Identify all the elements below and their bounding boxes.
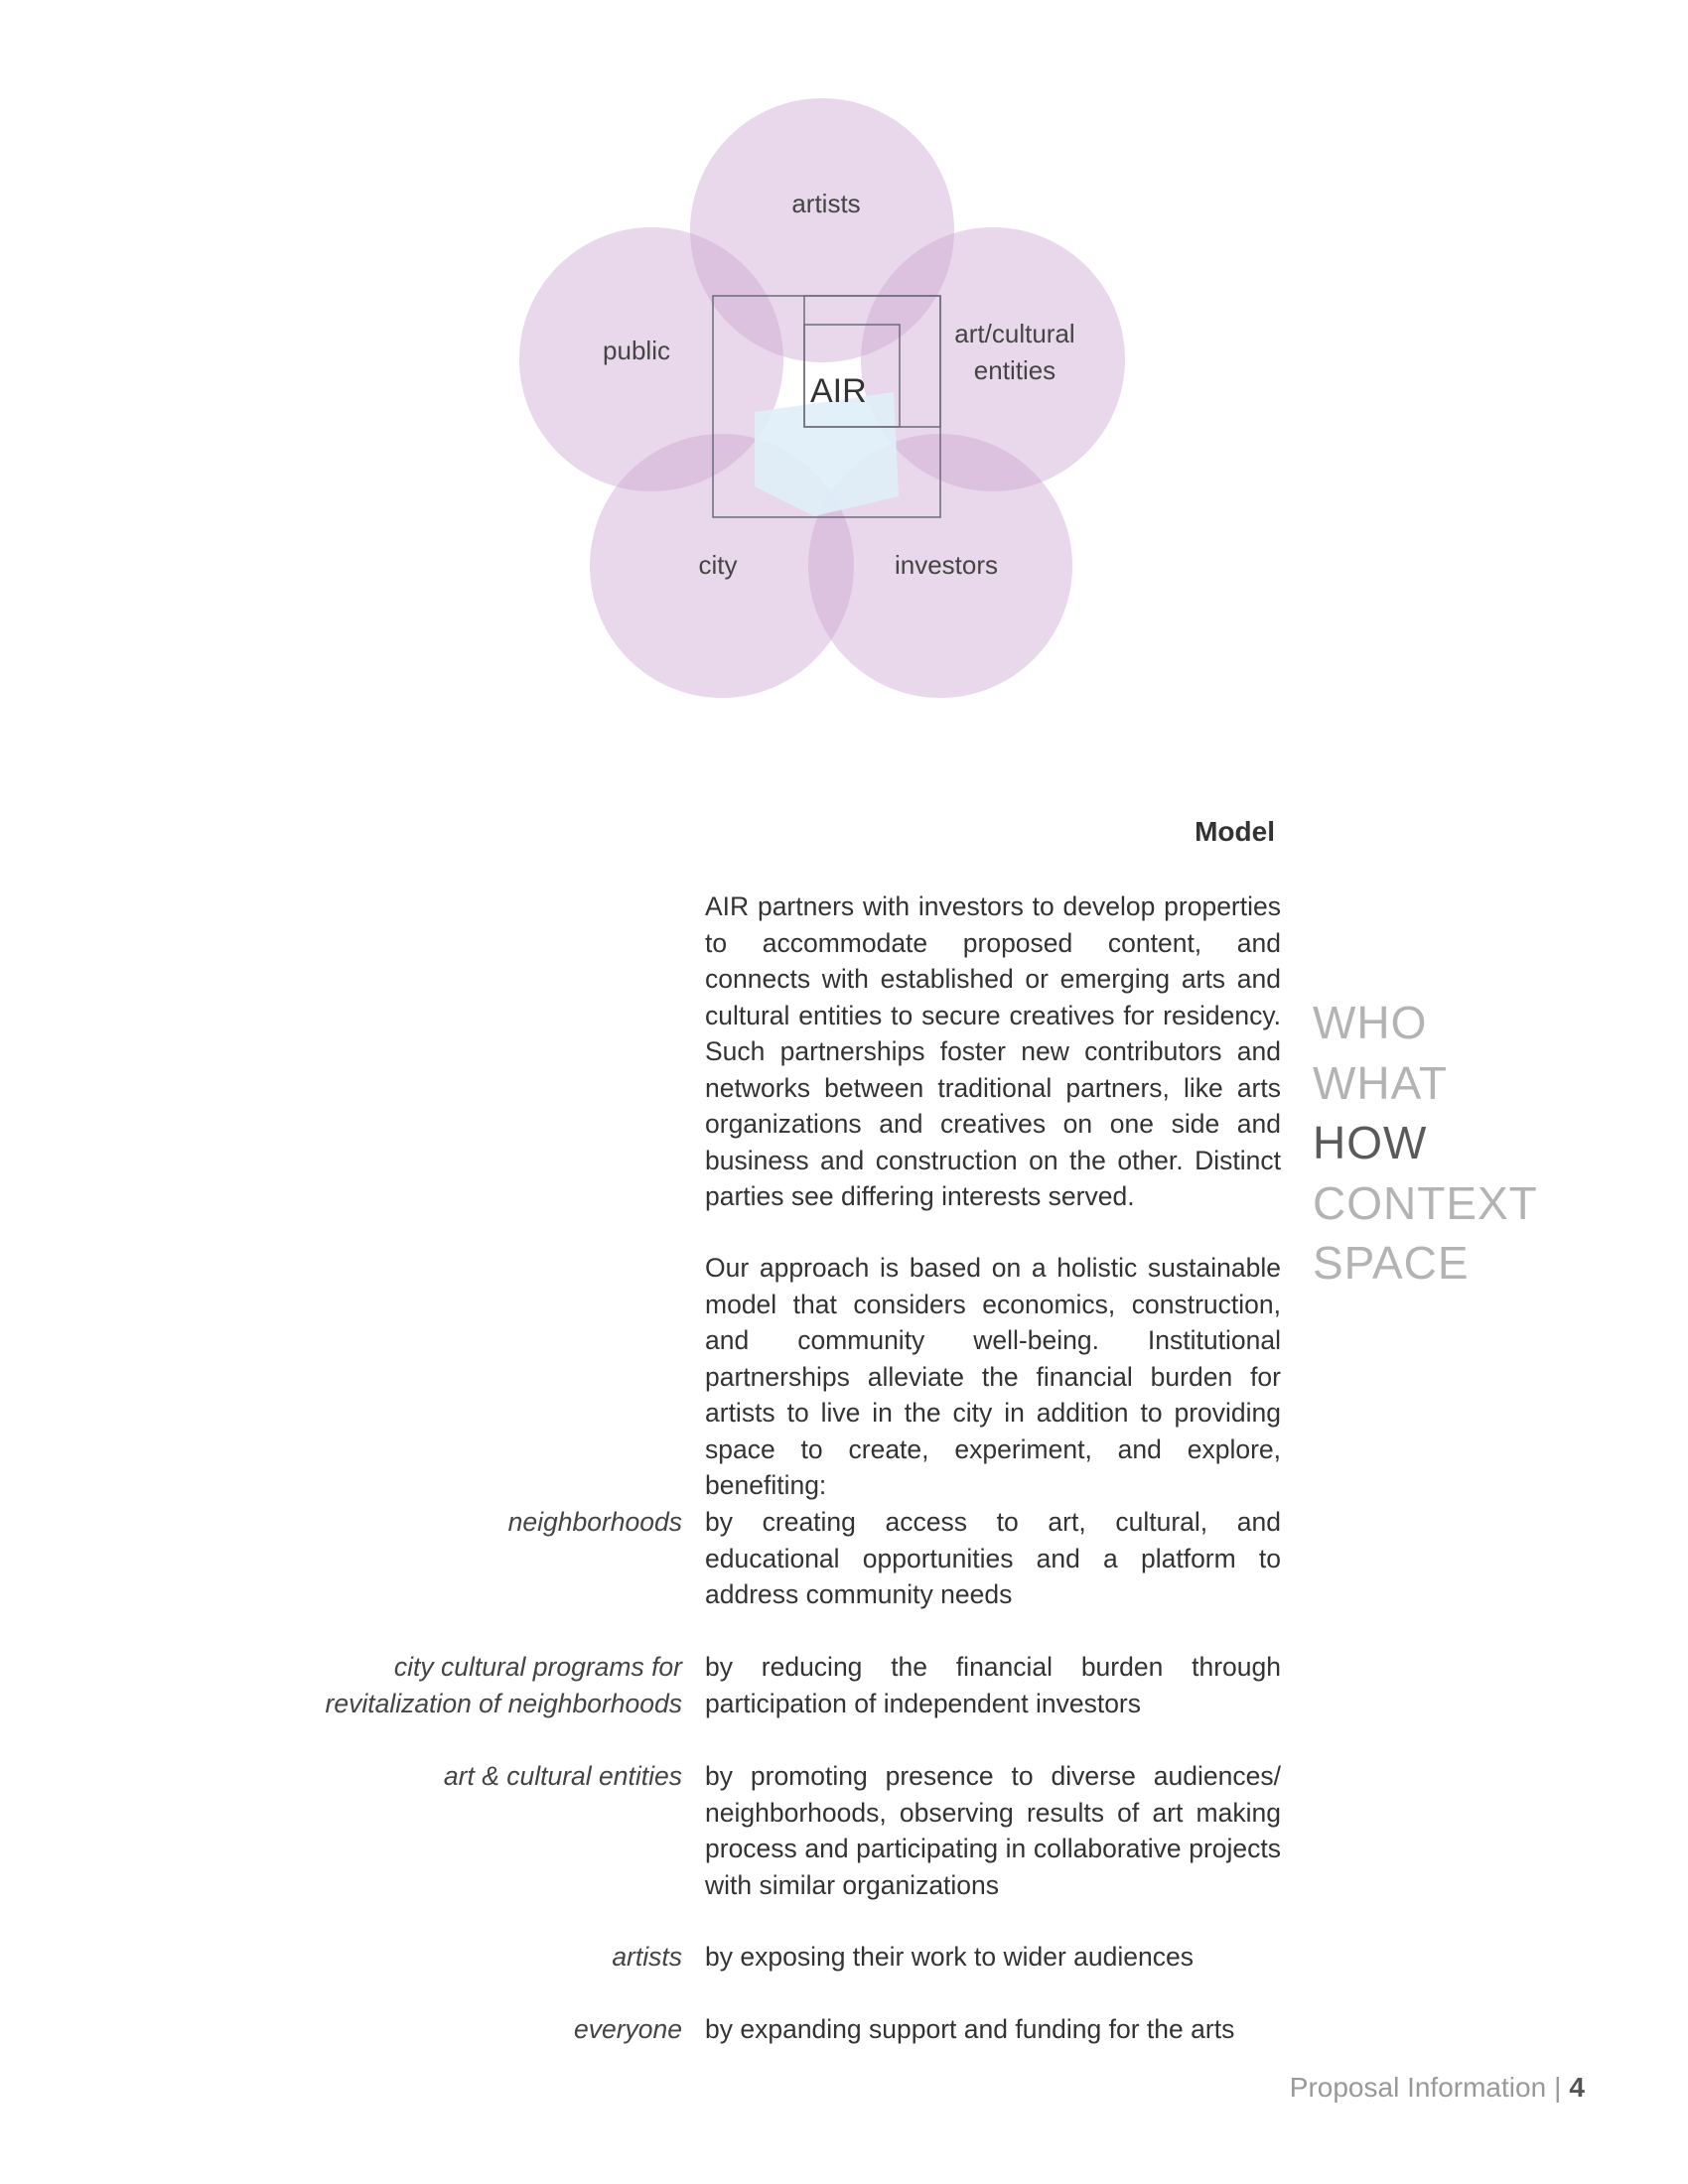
nav-item-who[interactable]: WHO xyxy=(1313,997,1428,1048)
benefit-text: by creating access to art, cultural, and educational opportunities and a platform to address community needs xyxy=(705,1507,1281,1609)
label-artists: artists xyxy=(791,189,861,218)
benefit-text: by exposing their work to wider audiences xyxy=(705,1942,1194,1972)
benefit-label: art & cultural entities xyxy=(443,1761,682,1791)
nav-item-context[interactable]: CONTEXT xyxy=(1313,1176,1538,1229)
model-paragraph-1: AIR partners with investors to develop properties to accommodate proposed content, and connects with established or emerging arts and cultural entities to secure creatives for residency. Such partnerships foster new contributors and networks between traditional partners, like arts organizations and creatives on one side and business and construction on the other. Distinct parties see differing interests served. xyxy=(705,891,1281,1211)
label-city: city xyxy=(698,550,738,580)
section-title-model: Model xyxy=(1195,816,1275,847)
benefit-text: by promoting presence to diverse audiences/ neighborhoods, observing results of art making process and participating in collaborative projects with similar organizations xyxy=(705,1761,1281,1900)
page-number: 4 xyxy=(1569,2072,1585,2103)
benefit-text: by expanding support and funding for the arts xyxy=(705,2014,1235,2044)
footer-section-name: Proposal Information xyxy=(1289,2072,1547,2103)
air-label: AIR xyxy=(810,372,867,410)
benefit-label: everyone xyxy=(573,2014,682,2044)
label-art-cultural-line1: art/cultural xyxy=(954,319,1075,348)
nav-item-space[interactable]: SPACE xyxy=(1313,1237,1470,1289)
page-footer xyxy=(1290,2072,1585,2104)
label-investors: investors xyxy=(894,550,999,580)
benefit-label: artists xyxy=(612,1942,682,1972)
section-nav xyxy=(1313,993,1538,1294)
nav-item-what[interactable]: WHAT xyxy=(1313,1056,1449,1109)
model-paragraph-2: Our approach is based on a holistic sustainable model that considers economics, construction, and community well-being. Institutional partnerships alleviate the financial burden for artists to live in the city in addition to providing space to create, experiment, and explore, benefiting: xyxy=(705,1253,1281,1500)
benefit-label: city cultural programs for revitalization of neighborhoods xyxy=(325,1652,682,1718)
stakeholder-venn-diagram xyxy=(0,0,1688,754)
nav-item-how[interactable]: HOW xyxy=(1313,1117,1428,1168)
footer-separator: | xyxy=(1554,2072,1562,2103)
label-art-cultural-line2: entities xyxy=(973,355,1056,385)
benefit-text: by reducing the financial burden through participation of independent investors xyxy=(705,1652,1281,1718)
benefit-label: neighborhoods xyxy=(507,1507,682,1537)
label-public: public xyxy=(603,336,670,365)
